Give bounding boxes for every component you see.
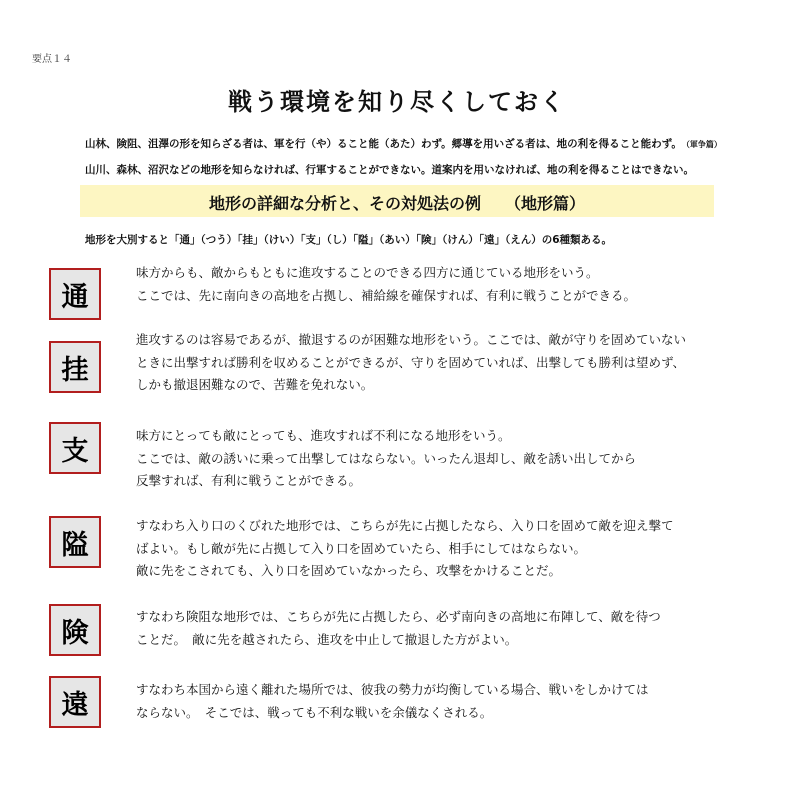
- classical-quote: [85, 136, 722, 151]
- terrain-term-en: 遠: [49, 676, 101, 728]
- terrain-term-shi: 支: [49, 422, 101, 474]
- desc-line: ここでは、先に南向きの高地を占拠し、補給線を確保すれば、有利に戦うことができる。: [136, 287, 637, 303]
- desc-line: ここでは、敵の誘いに乗って出撃してはならない。いったん退却し、敵を誘い出してから: [136, 450, 637, 466]
- desc-line: 味方からも、敵からもともに進攻することのできる四方に通じている地形をいう。: [136, 265, 599, 280]
- desc-line: 味方にとっても敵にとっても、進攻すれば不利になる地形をいう。: [136, 428, 511, 443]
- section-heading-source: （地形篇）: [513, 194, 586, 213]
- desc-line: 敵に先をこされても、入り口を固めていなかったら、攻撃をかけることだ。: [136, 563, 562, 578]
- terrain-desc-ai: [136, 515, 674, 583]
- terrain-term-ken: 険: [49, 604, 101, 656]
- terrain-term-ai: 隘: [49, 516, 101, 568]
- page-title: 戦う環境を知り尽くしておく: [228, 88, 566, 116]
- terrain-desc-tsu: [136, 262, 636, 307]
- desc-line: ことだ。 敵に先を越されたら、進攻を中止して撤退した方がよい。: [136, 631, 518, 647]
- terrain-desc-shi: [136, 425, 636, 493]
- desc-line: すなわち険阻な地形では、こちらが先に占拠したら、必ず南向きの高地に布陣して、敵を待つ: [136, 609, 661, 624]
- terrain-desc-en: [136, 679, 649, 724]
- desc-line: ならない。 そこでは、戦っても不利な戦いを余儀なくされる。: [136, 704, 493, 720]
- desc-line: 反撃すれば、有利に戦うことができる。: [136, 473, 362, 488]
- desc-line: ときに出撃すれば勝利を収めることができるが、守りを固めていれば、出撃しても勝利は望めず、: [136, 354, 686, 370]
- page-label: 要点１４: [32, 54, 72, 65]
- desc-line: ばよい。もし敵が先に占拠して入り口を固めていたら、相手にしてはならない。: [136, 540, 587, 556]
- classical-quote-text: 山林、険阻、沮澤の形を知らざる者は、軍を行（や）ること能（あた）わず。郷導を用いざる者は、地の利を得ること能わず。: [85, 138, 682, 150]
- desc-line: しかも撤退困難なので、苦難を免れない。: [136, 377, 374, 392]
- terrain-term-kei: 挂: [49, 341, 101, 393]
- desc-line: すなわち入り口のくびれた地形では、こちらが先に占拠したなら、入り口を固めて敵を迎え撃て: [136, 518, 674, 533]
- desc-line: 進攻するのは容易であるが、撤退するのが困難な地形をいう。ここでは、敵が守りを固めていない: [136, 332, 687, 347]
- section-heading-text: 地形の詳細な分析と、その対処法の例: [208, 194, 481, 213]
- desc-line: すなわち本国から遠く離れた場所では、彼我の勢力が均衡している場合、戦いをしかけては: [136, 682, 649, 697]
- intro-text: 地形を大別すると「通」（つう）「挂」（けい）「支」（し）「隘」（あい）「険」（けん）「遠」（えん）の6種類ある。: [85, 234, 613, 246]
- terrain-desc-ken: [136, 606, 661, 651]
- terrain-desc-kei: [136, 329, 686, 397]
- section-heading: [80, 191, 714, 214]
- classical-quote-source: （軍争篇）: [685, 140, 722, 149]
- terrain-term-tsu: 通: [49, 268, 101, 320]
- modern-translation-text: 山川、森林、沼沢などの地形を知らなければ、行軍することができない。道案内を用いなければ、地の利を得ることはできない。: [85, 164, 694, 176]
- section-heading-band: [80, 185, 714, 217]
- modern-translation: [85, 162, 694, 177]
